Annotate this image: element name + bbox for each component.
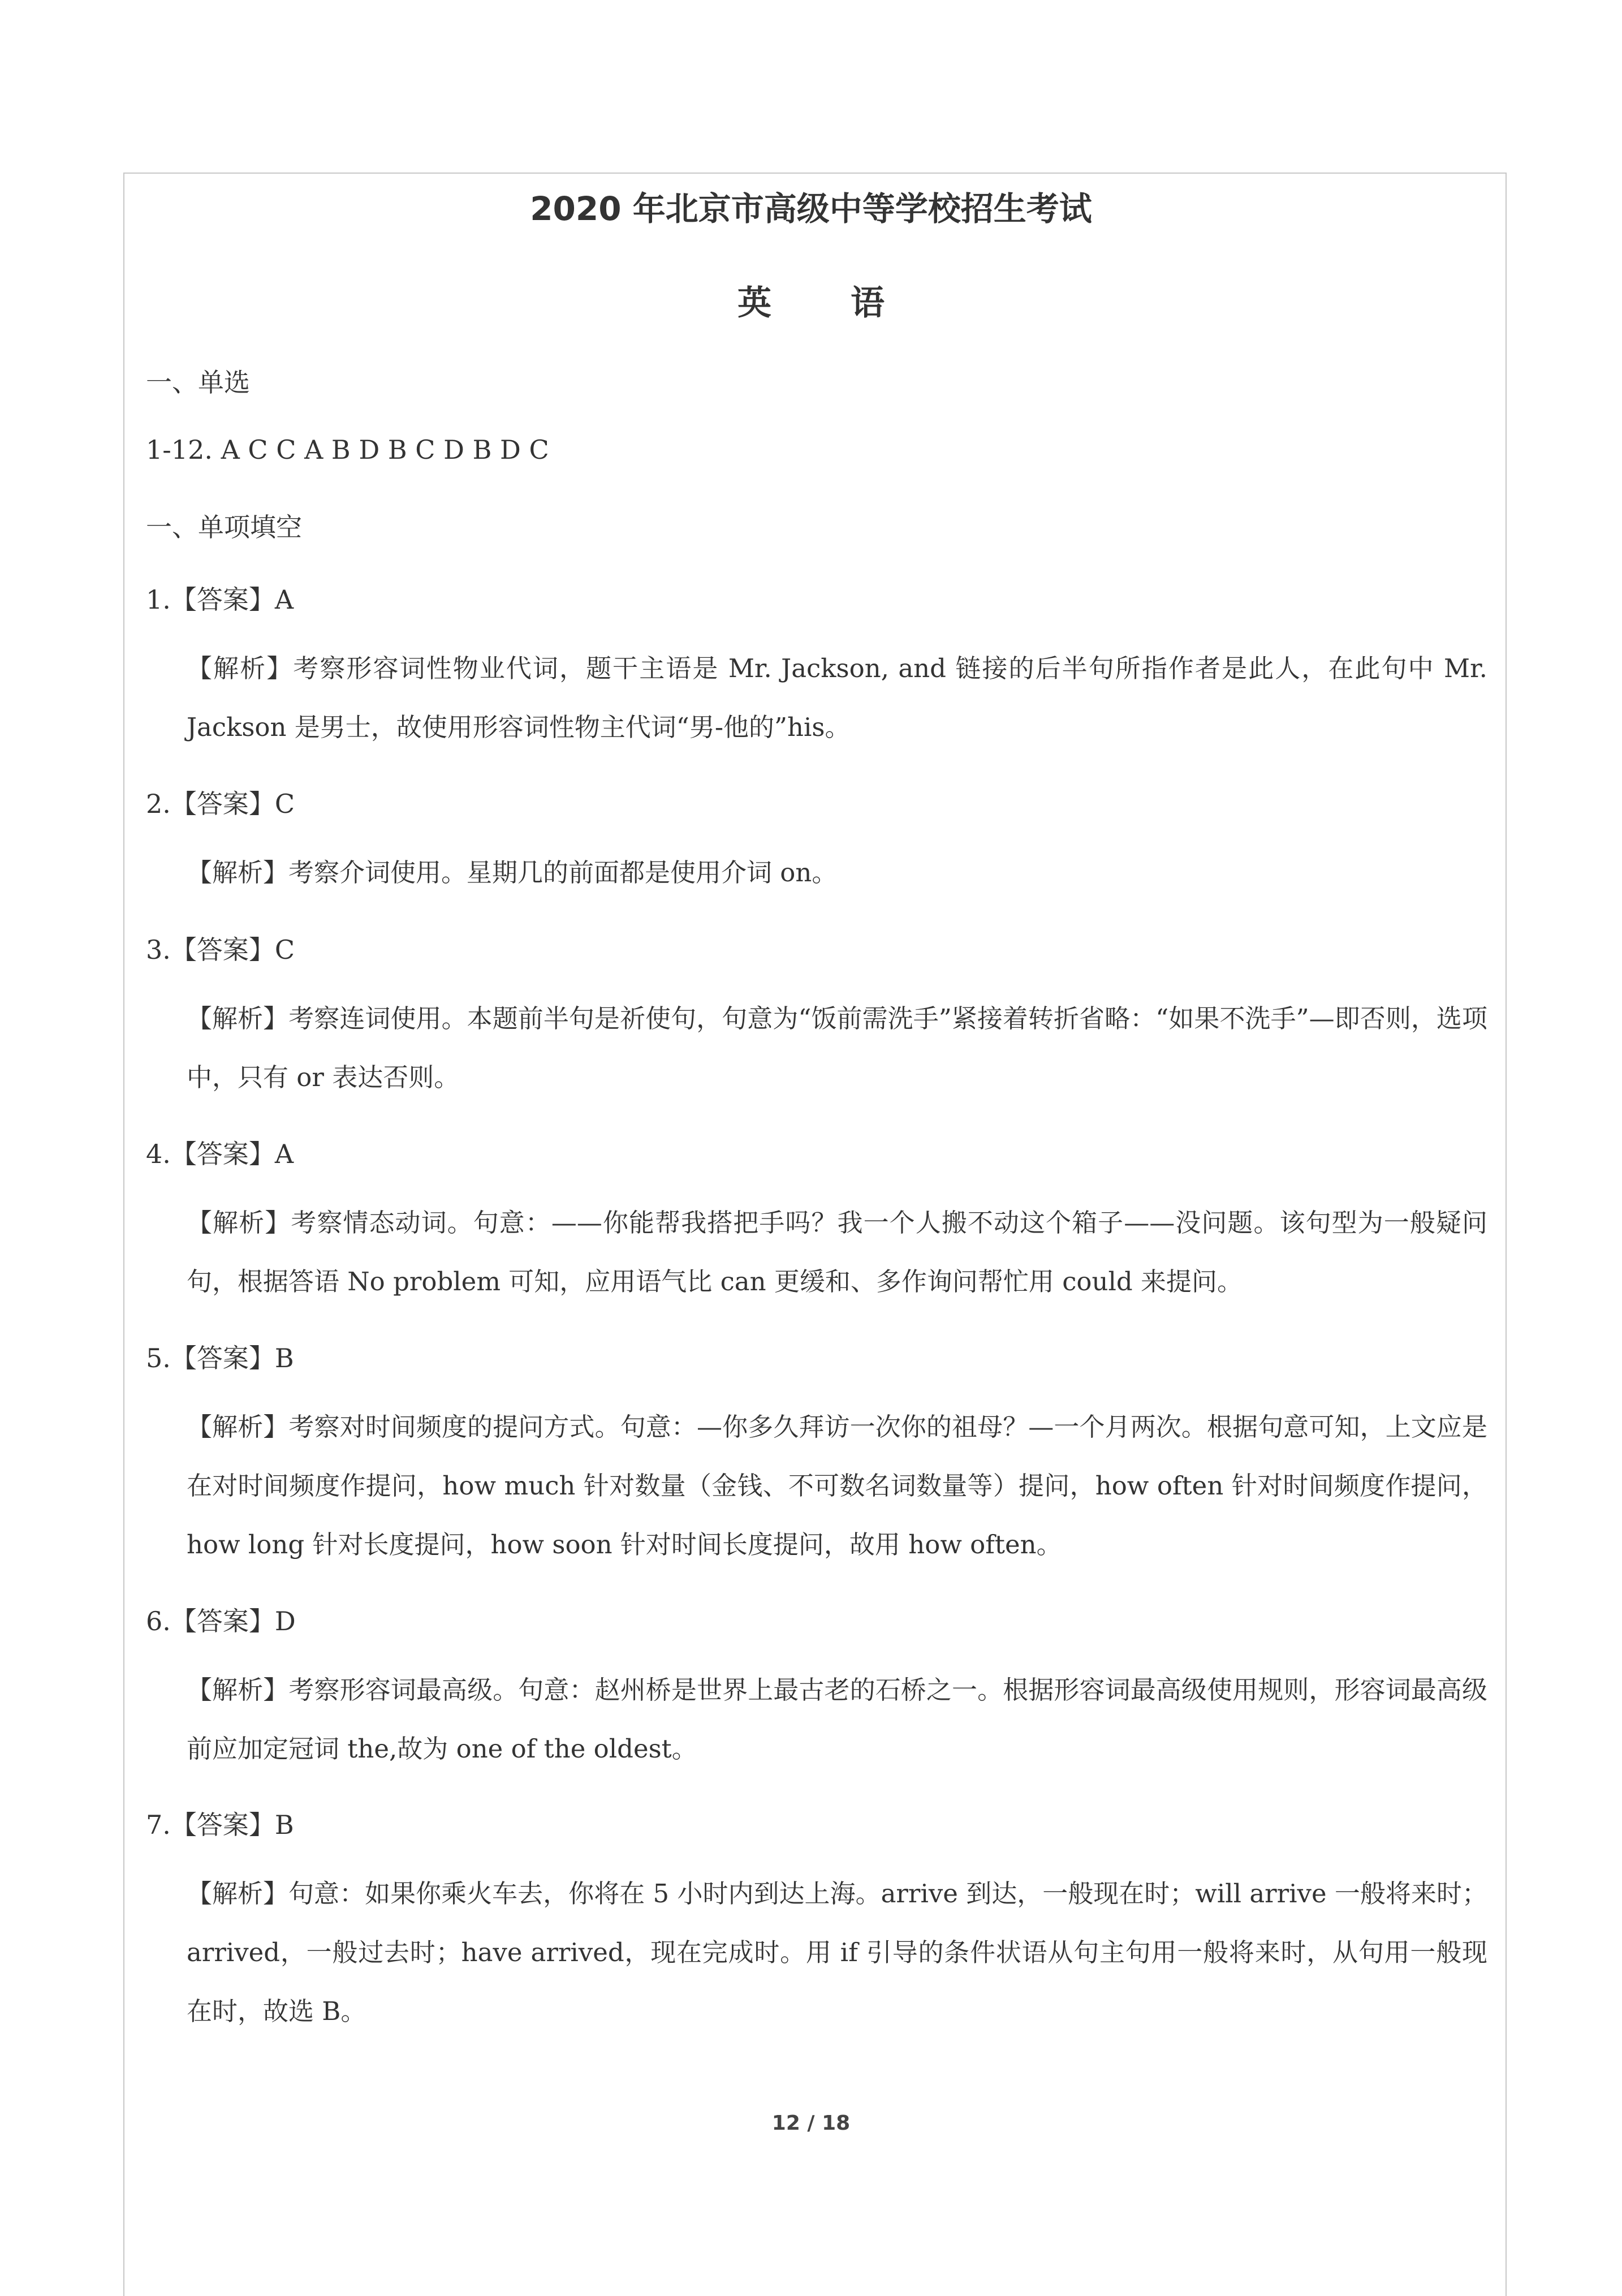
answer-key-line: 1-12. A C C A B D B C D B D C bbox=[146, 434, 549, 465]
question-7-explanation: 【解析】句意：如果你乘火车去，你将在 5 小时内到达上海。arrive 到达，一般现在时；will arrive 一般将来时；arrived，一般过去时；have arrived，现在完成时。用 if 引导的条件状语从句主句用一般将来时，从句用一般现在时，故选 B。 bbox=[187, 1879, 1487, 2026]
question-6-answer: 6.【答案】D bbox=[146, 1606, 296, 1636]
question-1-answer: 1.【答案】A bbox=[146, 584, 294, 615]
question-5-answer: 5.【答案】B bbox=[146, 1343, 294, 1373]
question-5-explanation: 【解析】考察对时间频度的提问方式。句意：—你多久拜访一次你的祖母？—一个月两次。根据句意可知，上文应是在对时间频度作提问，how much 针对数量（金钱、不可数名词数量等）提问，how often 针对时间频度作提问，how long 针对长度提问，how soon 针对时间长度提问，故用 how often。 bbox=[187, 1412, 1487, 1560]
question-7-answer: 7.【答案】B bbox=[146, 1810, 294, 1840]
question-2-answer: 2.【答案】C bbox=[146, 789, 295, 819]
question-6-explanation: 【解析】考察形容词最高级。句意：赵州桥是世界上最古老的石桥之一。根据形容词最高级使用规则，形容词最高级前应加定冠词 the,故为 one of the oldest。 bbox=[187, 1675, 1487, 1764]
question-3-answer: 3.【答案】C bbox=[146, 934, 295, 965]
question-4-answer: 4.【答案】A bbox=[146, 1139, 294, 1169]
section-heading-single-choice: 一、单选 bbox=[146, 367, 250, 398]
question-2-explanation: 【解析】考察介词使用。星期几的前面都是使用介词 on。 bbox=[187, 858, 838, 888]
exam-title: 2020 年北京市高级中等学校招生考试 bbox=[530, 189, 1092, 228]
page-number: 12 / 18 bbox=[771, 2112, 851, 2135]
question-3-explanation: 【解析】考察连词使用。本题前半句是祈使句，句意为“饭前需洗手”紧接着转折省略：“如果不洗手”—即否则，选项中，只有 or 表达否则。 bbox=[187, 1003, 1487, 1092]
question-4-explanation: 【解析】考察情态动词。句意：——你能帮我搭把手吗？我一个人搬不动这个箱子——没问题。该句型为一般疑问句，根据答语 No problem 可知，应用语气比 can 更缓和、多作询问帮忙用 could 来提问。 bbox=[187, 1208, 1487, 1296]
question-1-explanation: 【解析】考察形容词性物业代词，题干主语是 Mr. Jackson, and 链接的后半句所指作者是此人，在此句中 Mr. Jackson 是男士，故使用形容词性物主代词“男-他的”his。 bbox=[187, 653, 1487, 742]
section-heading-fill-in: 一、单项填空 bbox=[146, 512, 302, 542]
subject-title: 英语 bbox=[737, 283, 964, 323]
